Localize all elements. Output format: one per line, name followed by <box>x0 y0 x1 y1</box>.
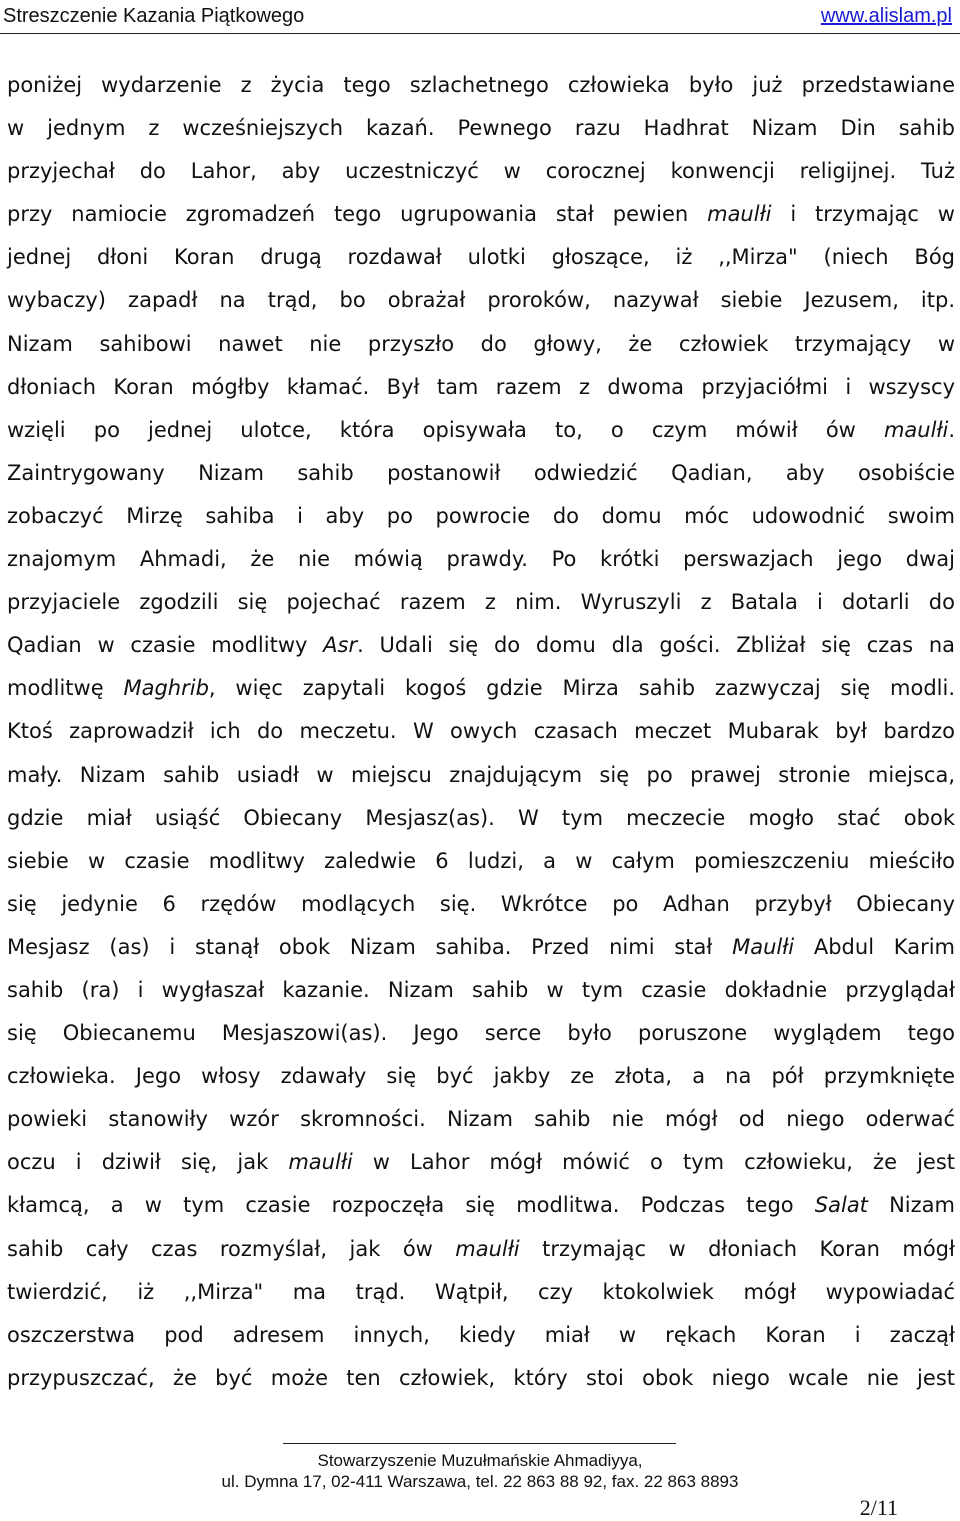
italic-term: maulłi <box>707 202 772 227</box>
text-segment: Qadian w czasie modlitwy <box>7 633 324 658</box>
text-segment: w jednym z wcześniejszych kazań. Pewnego razu Hadhrat Nizam Din sahib <box>7 116 955 141</box>
text-line <box>7 1184 955 1227</box>
text-segment: powieki stanowiły wzór skromności. Nizam sahib nie mógł od niego oderwać <box>7 1107 955 1132</box>
text-line <box>7 797 955 840</box>
text-segment: człowieka. Jego włosy zdawały się być jakby ze złota, a na pół przymknięte <box>7 1064 955 1089</box>
text-segment: Abdul Karim <box>794 934 955 959</box>
text-segment: , więc zapytali kogoś gdzie Mirza sahib zazwyczaj się modli. <box>208 676 955 701</box>
text-line <box>7 409 955 452</box>
text-segment: Ktoś zaprowadził ich do meczetu. W owych czasach meczet Mubarak był bardzo <box>7 719 955 744</box>
text-line <box>7 840 955 883</box>
text-segment: oszczerstwa pod adresem innych, kiedy miał w rękach Koran i zaczął <box>7 1322 955 1347</box>
italic-term: Maulłi <box>732 934 795 959</box>
text-segment: zobaczyć Mirzę sahiba i aby po powrocie do domu móc udowodnić swoim <box>7 503 955 528</box>
text-segment: trzymając w dłoniach Koran mógł <box>519 1236 955 1261</box>
text-segment: siebie w czasie modlitwy zaledwie 6 ludzi, a w całym pomieszczeniu mieściło <box>7 848 955 873</box>
text-segment: Nizam <box>867 1193 955 1218</box>
text-segment: sahib cały czas rozmyślał, jak ów <box>7 1236 456 1261</box>
text-line <box>7 1357 955 1400</box>
text-line <box>7 969 955 1012</box>
text-segment: przyjechał do Lahor, aby uczestniczyć w corocznej konwencji religijnej. Tuż <box>7 159 955 184</box>
header-divider <box>0 33 960 34</box>
text-segment: modlitwę <box>7 676 124 701</box>
text-line <box>7 1228 955 1271</box>
text-line <box>7 1012 955 1055</box>
text-segment: mały. Nizam sahib usiadł w miejscu znajdującym się po prawej stronie miejsca, <box>7 762 955 787</box>
footer-organization: Stowarzyszenie Muzułmańskie Ahmadiyya, <box>317 1451 643 1470</box>
text-line <box>7 107 955 150</box>
text-line <box>7 1141 955 1184</box>
text-segment: dłoniach Koran mógłby kłamać. Był tam razem z dwoma przyjaciółmi i wszyscy <box>7 374 955 399</box>
text-line <box>7 754 955 797</box>
text-segment: przypuszczać, że być może ten człowiek, który stoi obok niego wcale nie jest <box>7 1365 955 1390</box>
text-segment: . Udali się do domu dla gości. Zbliżał się czas na <box>357 633 955 658</box>
text-segment: gdzie miał usiąść Obiecany Mesjasz(as). W tym meczecie mogło stać obok <box>7 805 955 830</box>
text-line <box>7 667 955 710</box>
text-segment: oczu i dziwił się, jak <box>7 1150 289 1175</box>
italic-term: Salat <box>814 1193 868 1218</box>
text-segment: . <box>948 417 955 442</box>
text-segment: w Lahor mógł mówić o tym człowieku, że jest <box>352 1150 956 1175</box>
text-line <box>7 624 955 667</box>
text-line <box>7 236 955 279</box>
text-line <box>7 538 955 581</box>
text-segment: Mesjasz (as) i stanął obok Nizam sahiba. Przed nimi stał <box>7 934 733 959</box>
text-line <box>7 883 955 926</box>
text-segment: sahib (ra) i wygłaszał kazanie. Nizam sahib w tym czasie dokładnie przyglądał <box>7 977 955 1002</box>
text-segment: Nizam sahibowi nawet nie przyszło do głowy, że człowiek trzymający w <box>7 331 955 356</box>
document-title: Streszczenie Kazania Piątkowego <box>3 5 305 27</box>
page-number: 2/11 <box>859 1495 898 1520</box>
text-segment: się jedynie 6 rzędów modlących się. Wkrótce po Adhan przybył Obiecany <box>7 891 955 916</box>
text-segment: jednej dłoni Koran drugą rozdawał ulotki głoszące, iż ,,Mirza" (niech Bóg <box>7 245 955 270</box>
text-segment: i trzymając w <box>771 202 955 227</box>
text-line <box>7 710 955 753</box>
text-segment: wzięli po jednej ulotce, która opisywała to, o czym mówił ów <box>7 417 884 442</box>
text-line <box>7 581 955 624</box>
italic-term: maulłi <box>883 417 949 442</box>
text-line <box>7 64 955 107</box>
italic-term: maulłi <box>455 1236 520 1261</box>
text-line <box>7 150 955 193</box>
text-line <box>7 495 955 538</box>
website-link[interactable]: www.alislam.pl <box>820 5 952 27</box>
text-segment: przyjaciele zgodzili się pojechać razem z nim. Wyruszyli z Batala i dotarli do <box>7 590 955 615</box>
text-line <box>7 279 955 322</box>
text-line <box>7 366 955 409</box>
text-line <box>7 1098 955 1141</box>
text-segment: Zaintrygowany Nizam sahib postanowił odwiedzić Qadian, aby osobiście <box>7 460 955 485</box>
text-line <box>7 452 955 495</box>
sermon-body-text <box>7 64 955 1400</box>
text-segment: przy namiocie zgromadzeń tego ugrupowania stał pewien <box>7 202 708 227</box>
text-line <box>7 1314 955 1357</box>
text-line <box>7 193 955 236</box>
text-line <box>7 323 955 366</box>
text-line <box>7 1271 955 1314</box>
text-segment: poniżej wydarzenie z życia tego szlachetnego człowieka było już przedstawiane <box>7 73 955 97</box>
text-segment: kłamcą, a w tym czasie rozpoczęła się modlitwa. Podczas tego <box>7 1193 815 1218</box>
text-line <box>7 926 955 969</box>
footer-address: ul. Dymna 17, 02-411 Warszawa, tel. 22 863 88 92, fax. 22 863 8893 <box>221 1472 739 1491</box>
text-line <box>7 1055 955 1098</box>
text-segment: wybaczy) zapadł na trąd, bo obrażał proroków, nazywał siebie Jezusem, itp. <box>7 288 955 313</box>
italic-term: Asr <box>323 633 358 658</box>
text-segment: znajomym Ahmadi, że nie mówią prawdy. Po krótki perswazjach jego dwaj <box>7 547 955 572</box>
footer-divider <box>283 1443 676 1444</box>
text-segment: się Obiecanemu Mesjaszowi(as). Jego serce było poruszone wyglądem tego <box>7 1021 955 1046</box>
italic-term: maulłi <box>288 1150 353 1175</box>
page-header <box>0 0 960 32</box>
text-segment: twierdzić, iż ,,Mirza" ma trąd. Wątpił, czy ktokolwiek mógł wypowiadać <box>7 1279 955 1304</box>
italic-term: Maghrib <box>123 676 209 701</box>
